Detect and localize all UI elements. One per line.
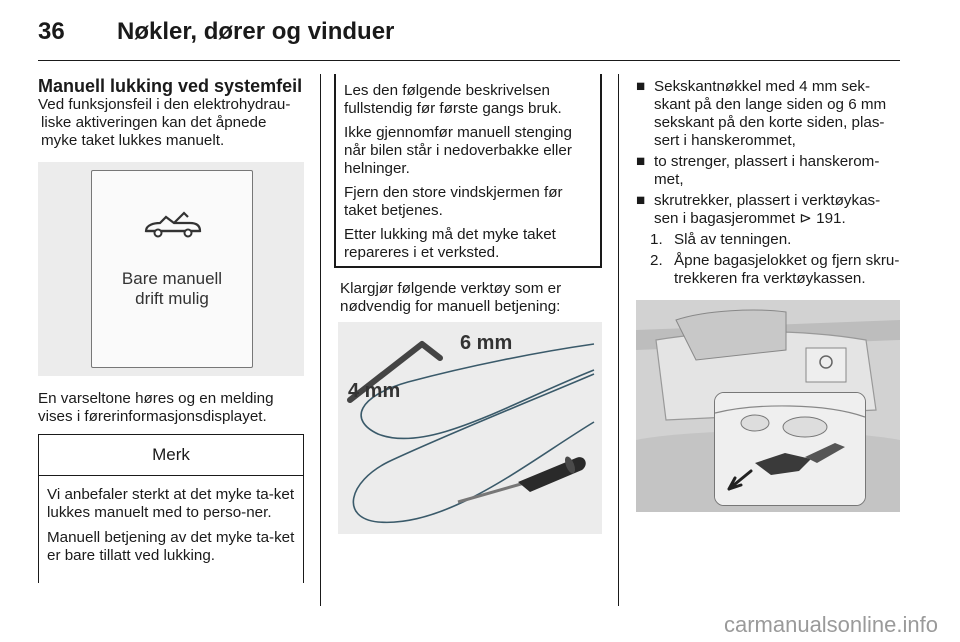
column-divider-left [320, 74, 321, 606]
bullet-icon: ■ [636, 153, 646, 170]
page-title: Nøkler, dører og vinduer [117, 18, 395, 45]
list-item [636, 153, 900, 189]
header-rule [38, 60, 900, 61]
screwdriver-icon [458, 455, 586, 502]
note-box [38, 434, 304, 583]
step-text: Slå av tenningen. [674, 231, 792, 248]
step-number: 2. [650, 252, 663, 269]
left-column [38, 76, 306, 150]
warning-box [334, 74, 602, 268]
bullet-text: skrutrekker, plassert i verktøykas-sen i bagasjerommet ⊳ 191. [654, 192, 881, 227]
note-paragraph-1: Vi anbefaler sterkt at det myke ta-ket lukkes manuelt med to perso-ner. [47, 486, 295, 521]
intro-paragraph [38, 96, 306, 150]
section-heading: Manuell lukking ved systemfeil [38, 76, 303, 96]
tools-intro: Klargjør følgende verktøy som er nødvendig for manuell betjening: [340, 280, 562, 315]
after-line-1: En varseltone høres og en melding [38, 390, 274, 407]
after-line-2: vises i førerinformasjonsdisplayet. [38, 408, 267, 425]
display-panel [91, 170, 253, 368]
warning-paragraph-3: Fjern den store vindskjermen før taket betjenes. [344, 184, 563, 219]
list-item [636, 192, 900, 228]
footer-watermark: carmanualsonline.info [723, 612, 938, 637]
warning-paragraph-2: Ikke gjennomfør manuell stenging når bilen står i nedoverbakke eller helninger. [344, 124, 572, 177]
step-item [636, 231, 900, 249]
step-text: Åpne bagasjelokket og fjern skru-trekkeren fra verktøykassen. [674, 252, 900, 287]
bullet-text: to strenger, plassert i hanskerom-met, [654, 153, 880, 188]
intro-line-2: liske aktiveringen kan det åpnede [41, 114, 267, 131]
step-item [636, 252, 900, 288]
warning-paragraph-4: Etter lukking må det myke taket repareres i et verksted. [344, 226, 556, 261]
warning-paragraph-1: Les den følgende beskrivelsen fullstendig før første gangs bruk. [344, 82, 562, 117]
after-illustration-paragraph [38, 390, 306, 426]
right-column [636, 78, 900, 291]
convertible-car-icon [140, 209, 206, 243]
note-title: Merk [39, 435, 303, 476]
page-number: 36 [38, 18, 65, 45]
intro-line-3: myke taket lukkes manuelt. [41, 132, 225, 149]
display-illustration [38, 162, 304, 376]
bullet-text: Sekskantnøkkel med 4 mm sek-skant på den lange siden og 6 mm sekskant på den korte siden, plas-sert i hanskerommet, [654, 78, 887, 149]
display-message [92, 269, 252, 309]
display-message-line-1: Bare manuell [121, 269, 223, 288]
label-6mm: 6 mm [460, 332, 513, 354]
note-paragraph-2: Manuell betjening av det myke ta-ket er bare tillatt ved lukking. [47, 529, 295, 564]
detail-drawing [715, 393, 865, 505]
intro-line-1: Ved funksjonsfeil i den elektrohydrau- [38, 96, 291, 113]
display-message-line-2: drift mulig [135, 289, 209, 308]
column-divider-right [618, 74, 619, 606]
tools-illustration [338, 322, 602, 534]
step-number: 1. [650, 231, 663, 248]
trunk-illustration [636, 300, 900, 512]
detail-inset [714, 392, 866, 506]
bullet-icon: ■ [636, 78, 646, 95]
bullet-icon: ■ [636, 192, 646, 209]
list-item [636, 78, 900, 150]
label-4mm: 4 mm [348, 380, 401, 402]
